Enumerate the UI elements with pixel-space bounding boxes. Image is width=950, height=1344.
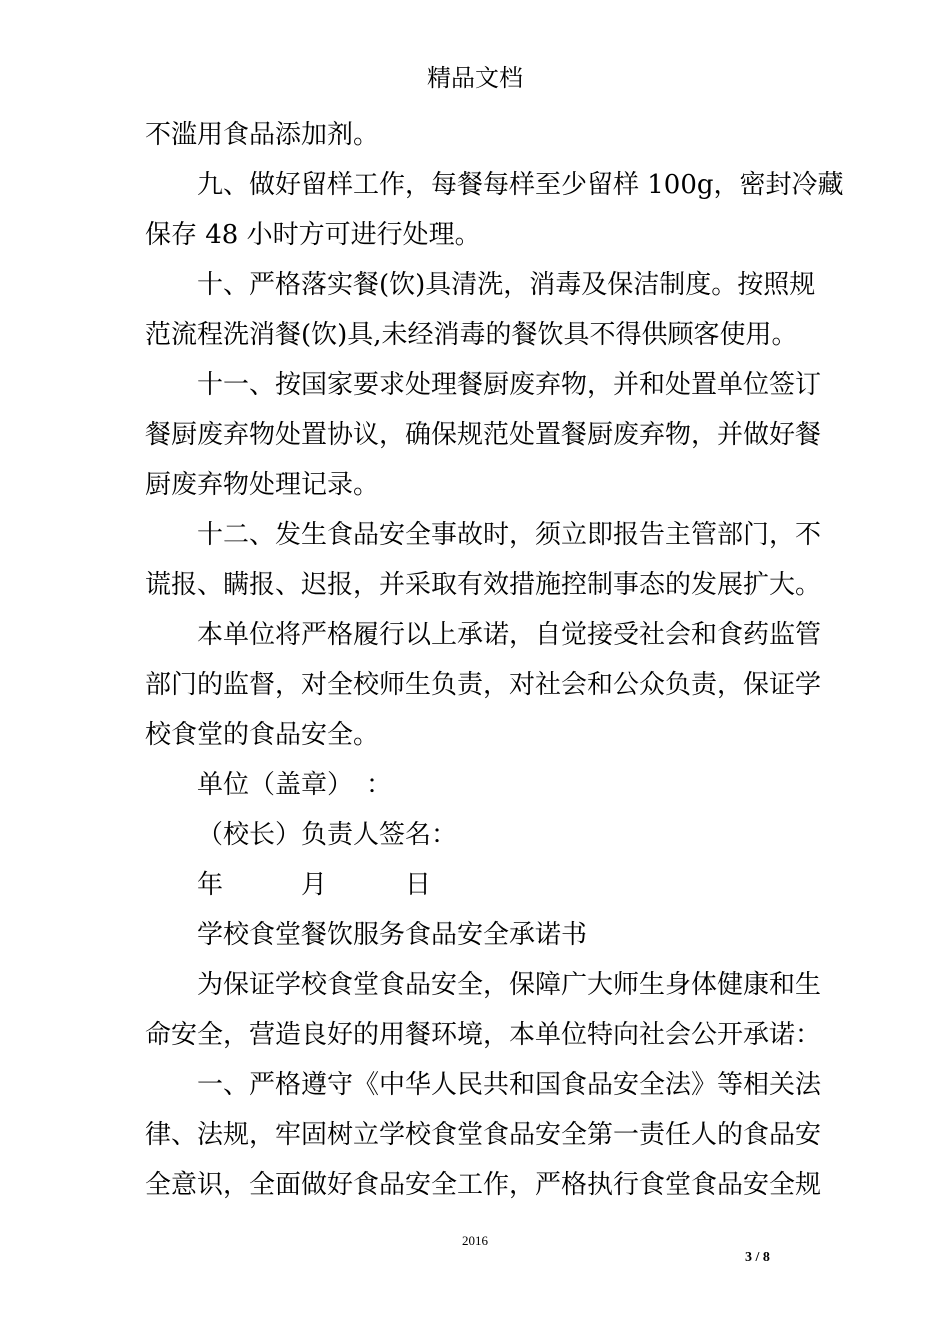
page-header-title: 精品文档 [427, 64, 523, 92]
text-line: 命安全，营造良好的用餐环境，本单位特向社会公开承诺： [145, 1020, 822, 1050]
text-line: 全意识，全面做好食品安全工作，严格执行食堂食品安全规 [145, 1170, 822, 1200]
text-line: 一、严格遵守《中华人民共和国食品安全法》等相关法 [197, 1070, 822, 1100]
text-line: 为保证学校食堂食品安全，保障广大师生身体健康和生 [197, 970, 822, 1000]
text-line: 餐厨废弃物处置协议，确保规范处置餐厨废弃物，并做好餐 [145, 420, 822, 450]
text-line: 范流程洗消餐(饮)具,未经消毒的餐饮具不得供顾客使用。 [145, 320, 798, 350]
text-line: 律、法规，牢固树立学校食堂食品安全第一责任人的食品安 [145, 1120, 822, 1150]
date-line [145, 860, 810, 910]
section-title: 学校食堂餐饮服务食品安全承诺书 [197, 920, 588, 950]
text-line: 不滥用食品添加剂。 [145, 120, 380, 150]
text-line: 十一、按国家要求处理餐厨废弃物，并和处置单位签订 [197, 370, 822, 400]
text-line: 十、严格落实餐(饮)具清洗，消毒及保洁制度。按照规 [197, 270, 816, 300]
text-line: 保存 48 小时方可进行处理。 [145, 220, 481, 250]
text-line: 校食堂的食品安全。 [145, 720, 380, 750]
text-line: 十二、发生食品安全事故时，须立即报告主管部门，不 [197, 520, 822, 550]
page-number: 3 / 8 [745, 1250, 770, 1265]
date-year: 年 [197, 870, 224, 900]
date-month: 月 [301, 870, 328, 900]
text-line: 部门的监督，对全校师生负责，对社会和公众负责，保证学 [145, 670, 822, 700]
text-line: 本单位将严格履行以上承诺，自觉接受社会和食药监管 [197, 620, 822, 650]
footer-year: 2016 [462, 1233, 488, 1248]
signature-line: （校长）负责人签名： [197, 820, 458, 850]
seal-line: 单位（盖章） ： [197, 770, 393, 800]
document-body [145, 110, 844, 1210]
text-line: 谎报、瞒报、迟报，并采取有效措施控制事态的发展扩大。 [145, 570, 822, 600]
date-day: 日 [405, 870, 432, 900]
text-line: 九、做好留样工作，每餐每样至少留样 100g，密封冷藏 [197, 170, 844, 200]
text-line: 厨废弃物处理记录。 [145, 470, 380, 500]
